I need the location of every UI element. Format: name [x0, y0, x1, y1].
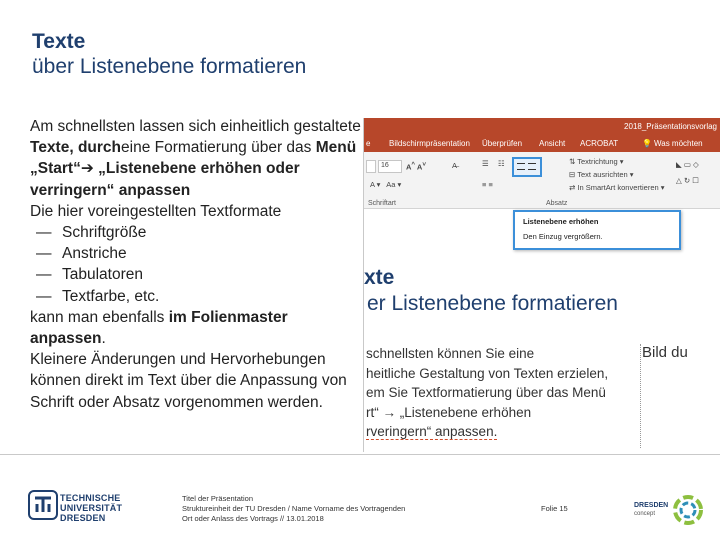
list-item — [30, 264, 365, 285]
intro-bold-text: Texte, durch — [30, 139, 122, 157]
group-label-schriftart: Schriftart — [368, 200, 397, 207]
page-subtitle: über Listenebene formatieren — [32, 55, 307, 78]
slide-preview-right-text: Bild du — [642, 344, 688, 361]
slide-preview-line: rveringern“ anpassen. — [366, 424, 498, 439]
page-title: Texte — [32, 30, 86, 53]
slide-title-block — [32, 30, 306, 80]
slide-preview-body — [366, 344, 646, 442]
smartart-label: In SmartArt konvertieren — [577, 183, 659, 192]
ribbon-tabs — [364, 136, 720, 152]
slide-preview-line: rt“ → „Listenebene erhöhen — [366, 404, 532, 420]
tooltip-title: Listenebene erhöhen — [523, 217, 599, 226]
defaults-line: Die hier voreingestellten Textformate — [30, 202, 282, 220]
dresden-label: DRESDEN — [634, 502, 669, 509]
slide-preview-line: em Sie Textformatierung über das Menü — [366, 385, 606, 400]
group-label-absatz: Absatz — [546, 200, 568, 207]
outdent-icon — [528, 163, 536, 170]
footer-divider — [0, 454, 720, 455]
org-line: UNIVERSITÄT — [60, 503, 123, 513]
text-ausrichten-label: Text ausrichten — [577, 170, 628, 179]
dash-bullet: — — [36, 224, 52, 242]
clear-format-icon[interactable]: A̶ — [452, 161, 458, 170]
window-titlebar — [364, 118, 720, 136]
list-item — [30, 243, 365, 264]
window-title: 2018_Präsentationsvorlag — [624, 122, 717, 131]
closing-paragraph: Kleinere Änderungen und Hervorhebungen können direkt im Text über die Anpassung von Schrift oder Absatz vorgenommen werden. — [30, 351, 347, 411]
tud-wordmark — [60, 493, 122, 523]
list-item-label: Tabulatoren — [62, 266, 144, 284]
list-item — [30, 286, 365, 307]
intro-text-2: eine Formatierung über das — [121, 139, 316, 157]
intro-paragraph — [30, 116, 365, 201]
tab-acrobat[interactable]: ACROBAT — [580, 139, 619, 148]
body-text — [30, 116, 365, 413]
master-period: . — [101, 330, 106, 348]
lightbulb-icon: 💡 — [642, 139, 652, 148]
shapes-icon[interactable]: ◣ ▭ ◇ — [676, 160, 699, 169]
ribbon-body — [364, 152, 720, 209]
dresden-concept-wordmark — [634, 502, 668, 518]
master-paragraph — [30, 307, 365, 349]
concept-label: concept — [634, 511, 656, 517]
smartart-button[interactable]: ⇄ In SmartArt konvertieren ▾ — [569, 183, 665, 192]
tooltip-popup — [513, 210, 681, 250]
slide-preview-line: heitliche Gestaltung von Texten erzielen, — [366, 365, 609, 381]
slide-preview-line: schnellsten können Sie eine — [366, 346, 535, 361]
indent-icon — [517, 163, 525, 170]
tab-partial[interactable]: e — [366, 139, 371, 148]
dash-bullet: — — [36, 266, 52, 284]
footer-presentation-title: Titel der Präsentation — [182, 494, 254, 503]
org-line: DRESDEN — [60, 513, 106, 523]
menu-path-text: Menü „Start“➔ „Listenebene erhöhen oder verringern“ anpassen — [30, 139, 357, 199]
list-item-label: Textfarbe, etc. — [62, 287, 160, 305]
numbering-icon[interactable]: ☷ — [498, 159, 505, 168]
font-size-value: 16 — [381, 162, 389, 169]
intro-text: Am schnellsten lassen sich einheitlich gestaltete — [30, 118, 361, 135]
increase-list-level-button[interactable] — [512, 157, 542, 177]
text-ausrichten-button[interactable]: ⊟ Text ausrichten ▾ — [569, 170, 634, 179]
dash-bullet: — — [36, 245, 52, 263]
footer-occasion: Ort oder Anlass des Vortrags // 13.01.2018 — [182, 514, 324, 523]
list-item-label: Schriftgröße — [62, 224, 147, 242]
textrichtung-label: Textrichtung — [577, 157, 618, 166]
list-item-label: Anstriche — [62, 245, 127, 263]
tab-ueberpruefen[interactable]: Überprüfen — [482, 139, 523, 148]
shapes-icon-2[interactable]: △ ↻ ☐ — [676, 176, 699, 185]
powerpoint-screenshot — [363, 118, 720, 452]
textrichtung-button[interactable]: ⇅ Textrichtung ▾ — [569, 157, 624, 166]
tab-ansicht[interactable]: Ansicht — [539, 139, 566, 148]
tab-bildschirmpraesentation[interactable]: Bildschirmpräsentation — [389, 139, 470, 148]
tud-logo-icon — [28, 490, 58, 520]
tell-me-search[interactable]: Was möchten — [654, 139, 703, 148]
font-color-icon[interactable]: A ▾ Aa ▾ — [370, 180, 402, 189]
align-icon[interactable]: ≡ ≡ — [482, 180, 493, 189]
footer-presenter: Struktureinheit der TU Dresden / Name Vorname des Vortragenden — [182, 504, 406, 513]
dresden-concept-logo-icon — [672, 494, 704, 526]
bullets-icon[interactable]: ☰ — [482, 159, 489, 168]
font-name-dropdown[interactable] — [366, 160, 376, 173]
org-line: TECHNISCHE — [60, 493, 121, 503]
master-bold-text: im Folienmaster anpassen — [30, 308, 288, 348]
dash-bullet: — — [36, 287, 52, 305]
list-item — [30, 222, 365, 243]
placeholder-border — [640, 344, 641, 448]
font-size-dropdown[interactable] — [378, 160, 402, 173]
slide-preview-title: xte — [364, 266, 395, 289]
slide-number: Folie 15 — [541, 504, 568, 513]
grow-font-icon[interactable]: A^ A˅ — [406, 161, 426, 172]
slide-preview-subtitle: er Listenebene formatieren — [367, 292, 618, 315]
footer-info — [182, 494, 405, 524]
tooltip-description: Den Einzug vergrößern. — [523, 232, 603, 241]
master-text: kann man ebenfalls — [30, 308, 169, 326]
